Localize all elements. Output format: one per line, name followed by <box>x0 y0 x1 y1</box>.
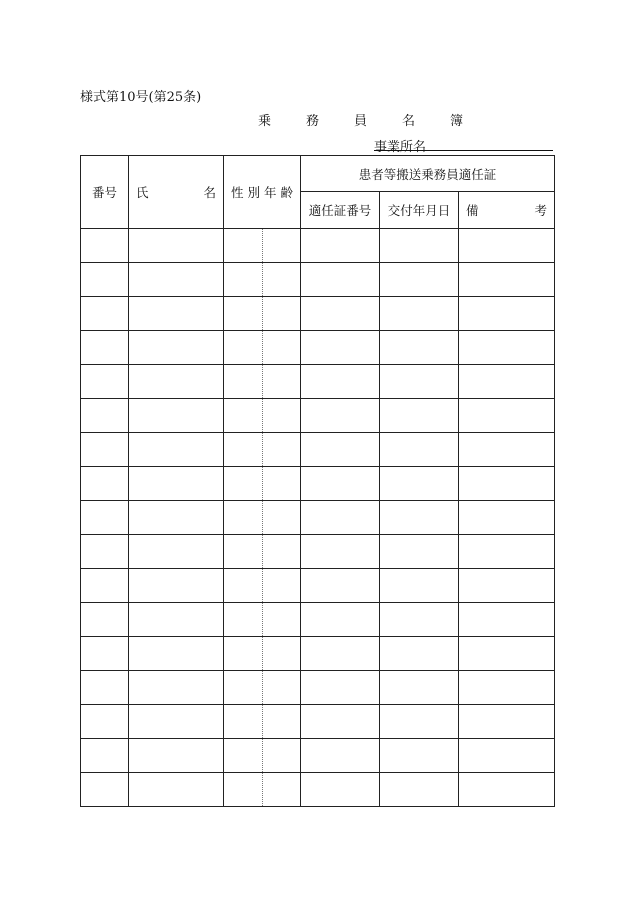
cell-cert-number[interactable] <box>301 365 380 399</box>
cell-name[interactable] <box>129 603 224 637</box>
cell-issue-date[interactable] <box>380 229 459 263</box>
cell-age[interactable] <box>263 263 301 297</box>
cell-cert-number[interactable] <box>301 297 380 331</box>
cell-number[interactable] <box>81 433 129 467</box>
cell-remarks[interactable] <box>459 569 555 603</box>
header-cert-number: 適任証番号 <box>301 192 380 229</box>
cell-remarks[interactable] <box>459 399 555 433</box>
cell-number[interactable] <box>81 569 129 603</box>
cell-remarks[interactable] <box>459 773 555 807</box>
cell-name[interactable] <box>129 467 224 501</box>
cell-name[interactable] <box>129 773 224 807</box>
cell-age[interactable] <box>263 229 301 263</box>
cell-number[interactable] <box>81 773 129 807</box>
cell-cert-number[interactable] <box>301 637 380 671</box>
cell-number[interactable] <box>81 467 129 501</box>
cell-name[interactable] <box>129 671 224 705</box>
cell-name[interactable] <box>129 637 224 671</box>
cell-cert-number[interactable] <box>301 467 380 501</box>
cell-sex[interactable] <box>224 399 263 433</box>
header-name <box>129 156 224 229</box>
table-row <box>81 365 555 399</box>
cell-issue-date[interactable] <box>380 569 459 603</box>
table-row <box>81 671 555 705</box>
cell-sex[interactable] <box>224 569 263 603</box>
cell-sex[interactable] <box>224 433 263 467</box>
header-sex-age: 性 別 年 齢 <box>224 156 301 229</box>
cell-number[interactable] <box>81 637 129 671</box>
cell-issue-date[interactable] <box>380 297 459 331</box>
cell-cert-number[interactable] <box>301 569 380 603</box>
cell-sex[interactable] <box>224 739 263 773</box>
cell-sex[interactable] <box>224 229 263 263</box>
cell-number[interactable] <box>81 331 129 365</box>
roster-body <box>81 229 555 807</box>
cell-remarks[interactable] <box>459 637 555 671</box>
cell-name[interactable] <box>129 569 224 603</box>
cell-issue-date[interactable] <box>380 603 459 637</box>
table-row <box>81 433 555 467</box>
table-row <box>81 569 555 603</box>
cell-age[interactable] <box>263 671 301 705</box>
table-row <box>81 501 555 535</box>
cell-name[interactable] <box>129 263 224 297</box>
cell-remarks[interactable] <box>459 297 555 331</box>
cell-number[interactable] <box>81 501 129 535</box>
cell-age[interactable] <box>263 467 301 501</box>
cell-remarks[interactable] <box>459 739 555 773</box>
table-row <box>81 739 555 773</box>
cell-cert-number[interactable] <box>301 263 380 297</box>
cell-issue-date[interactable] <box>380 433 459 467</box>
cell-remarks[interactable] <box>459 263 555 297</box>
header-name-right: 名 <box>203 185 216 200</box>
cell-remarks[interactable] <box>459 705 555 739</box>
form-number: 様式第10号(第25条) <box>80 90 202 105</box>
table-row <box>81 399 555 433</box>
cell-sex[interactable] <box>224 671 263 705</box>
cell-sex[interactable] <box>224 365 263 399</box>
table-row <box>81 705 555 739</box>
table-row <box>81 773 555 807</box>
cell-name[interactable] <box>129 365 224 399</box>
cell-remarks[interactable] <box>459 365 555 399</box>
cell-name[interactable] <box>129 297 224 331</box>
cell-age[interactable] <box>263 603 301 637</box>
cell-cert-number[interactable] <box>301 331 380 365</box>
cell-cert-number[interactable] <box>301 501 380 535</box>
cell-name[interactable] <box>129 433 224 467</box>
table-row <box>81 535 555 569</box>
cell-sex[interactable] <box>224 535 263 569</box>
cell-remarks[interactable] <box>459 433 555 467</box>
office-name-underline <box>374 150 553 151</box>
cell-cert-number[interactable] <box>301 433 380 467</box>
cell-sex[interactable] <box>224 705 263 739</box>
table-row <box>81 297 555 331</box>
cell-age[interactable] <box>263 637 301 671</box>
cell-age[interactable] <box>263 365 301 399</box>
table-row <box>81 637 555 671</box>
cell-age[interactable] <box>263 705 301 739</box>
cell-remarks[interactable] <box>459 535 555 569</box>
cell-sex[interactable] <box>224 263 263 297</box>
cell-issue-date[interactable] <box>380 671 459 705</box>
cell-number[interactable] <box>81 263 129 297</box>
cell-sex[interactable] <box>224 297 263 331</box>
cell-age[interactable] <box>263 773 301 807</box>
cell-name[interactable] <box>129 739 224 773</box>
cell-remarks[interactable] <box>459 501 555 535</box>
cell-number[interactable] <box>81 739 129 773</box>
header-remarks-right: 考 <box>534 203 548 218</box>
cell-issue-date[interactable] <box>380 263 459 297</box>
cell-number[interactable] <box>81 535 129 569</box>
office-name-label: 事業所名 <box>374 140 427 155</box>
cell-sex[interactable] <box>224 501 263 535</box>
cell-number[interactable] <box>81 297 129 331</box>
cell-name[interactable] <box>129 399 224 433</box>
cell-cert-number[interactable] <box>301 399 380 433</box>
cell-sex[interactable] <box>224 773 263 807</box>
cell-cert-number[interactable] <box>301 535 380 569</box>
cell-age[interactable] <box>263 535 301 569</box>
cell-sex[interactable] <box>224 467 263 501</box>
cell-name[interactable] <box>129 331 224 365</box>
table-row <box>81 467 555 501</box>
header-certificate-group: 患者等搬送乗務員適任証 <box>301 156 555 192</box>
cell-number[interactable] <box>81 671 129 705</box>
cell-age[interactable] <box>263 297 301 331</box>
cell-issue-date[interactable] <box>380 773 459 807</box>
cell-issue-date[interactable] <box>380 331 459 365</box>
cell-age[interactable] <box>263 739 301 773</box>
cell-age[interactable] <box>263 399 301 433</box>
cell-age[interactable] <box>263 569 301 603</box>
cell-number[interactable] <box>81 603 129 637</box>
cell-age[interactable] <box>263 433 301 467</box>
cell-cert-number[interactable] <box>301 603 380 637</box>
cell-sex[interactable] <box>224 637 263 671</box>
table-row <box>81 229 555 263</box>
cell-age[interactable] <box>263 331 301 365</box>
header-issue-date: 交付年月日 <box>380 192 459 229</box>
cell-name[interactable] <box>129 705 224 739</box>
header-remarks-left: 備 <box>466 203 479 218</box>
cell-issue-date[interactable] <box>380 637 459 671</box>
cell-remarks[interactable] <box>459 331 555 365</box>
cell-cert-number[interactable] <box>301 773 380 807</box>
cell-cert-number[interactable] <box>301 739 380 773</box>
cell-sex[interactable] <box>224 603 263 637</box>
cell-issue-date[interactable] <box>380 739 459 773</box>
cell-remarks[interactable] <box>459 603 555 637</box>
cell-number[interactable] <box>81 705 129 739</box>
cell-issue-date[interactable] <box>380 535 459 569</box>
cell-number[interactable] <box>81 229 129 263</box>
cell-number[interactable] <box>81 399 129 433</box>
cell-issue-date[interactable] <box>380 467 459 501</box>
cell-remarks[interactable] <box>459 229 555 263</box>
table-row <box>81 263 555 297</box>
table-row <box>81 603 555 637</box>
cell-remarks[interactable] <box>459 671 555 705</box>
cell-cert-number[interactable] <box>301 705 380 739</box>
header-number: 番号 <box>81 156 129 229</box>
header-remarks <box>459 192 555 229</box>
cell-issue-date[interactable] <box>380 365 459 399</box>
cell-remarks[interactable] <box>459 467 555 501</box>
cell-name[interactable] <box>129 229 224 263</box>
cell-cert-number[interactable] <box>301 671 380 705</box>
cell-sex[interactable] <box>224 331 263 365</box>
cell-issue-date[interactable] <box>380 399 459 433</box>
cell-name[interactable] <box>129 501 224 535</box>
cell-name[interactable] <box>129 535 224 569</box>
cell-issue-date[interactable] <box>380 705 459 739</box>
cell-age[interactable] <box>263 501 301 535</box>
cell-issue-date[interactable] <box>380 501 459 535</box>
cell-number[interactable] <box>81 365 129 399</box>
cell-cert-number[interactable] <box>301 229 380 263</box>
table-row <box>81 331 555 365</box>
document-title: 乗 務 員 名 簿 <box>258 114 475 129</box>
header-name-left: 氏 <box>136 185 149 200</box>
crew-roster-table <box>80 155 555 807</box>
